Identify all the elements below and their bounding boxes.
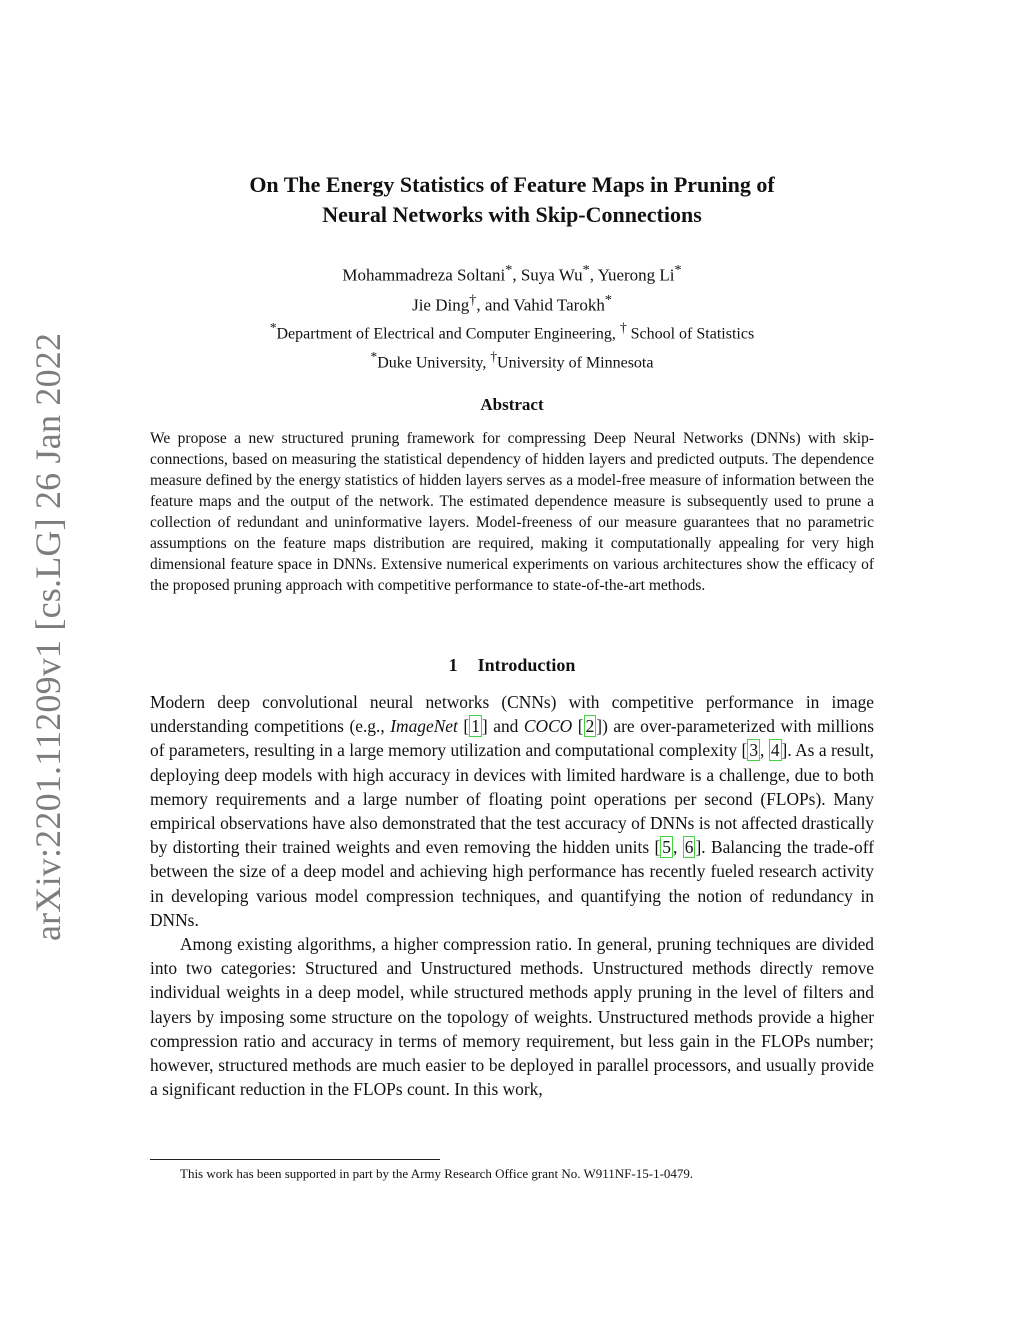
author-name: Jie Ding — [412, 295, 470, 315]
affiliations — [150, 316, 874, 375]
author-name: Mohammadreza Soltani — [342, 265, 506, 285]
footnote — [150, 1164, 874, 1183]
paragraph-2: Among existing algorithms, a higher compression ratio. In general, pruning techniques are divided into two categories: Structured and Unstructured methods. Unstructured methods directly remove individual weights in a deep model, while structured methods apply pruning in the level of filters and layers by imposing some structure on the topology of weights. Unstructured methods provide a higher compression ratio and accuracy in terms of memory requirement, but less gain in the FLOPs number; however, structured methods are much easier to be deployed in parallel processors, and usually provide a significant reduction in the FLOPs count. In this work, — [150, 934, 874, 1100]
paragraph-1: Modern deep convolutional neural networks (CNNs) with competitive performance in image understanding competitions (e.g., ImageNet [ 1 ] and COCO [ 2 ]) are over-parameterized with millions of parameters, resulting in a large memory utilization and computational complexity [ 3 , 4 ]. As a result, deploying deep models with high accuracy in devices with limited hardware is a challenge, due to both memory requirements and a large number of floating point operations per second (FLOPs). Many empirical observations have also demonstrated that the test accuracy of DNNs is not affected drastically by distorting their trained weights and even removing the hidden units [ 5 , 6 ]. Balancing the trade-off between the size of a deep model and achieving high performance has recently fueled research activity in developing various model compression techniques, and quantifying the notion of redundancy in DNNs. — [150, 692, 875, 930]
section-number: 1 — [448, 655, 458, 675]
citation-link[interactable]: 2 — [585, 716, 595, 737]
author-line-2: Jie Ding†, and Vahid Tarokh* — [412, 291, 612, 315]
title-line-2: Neural Networks with Skip-Connections — [322, 202, 702, 227]
affiliation-line-1: *Department of Electrical and Computer Engineering, † School of Statistics — [269, 320, 755, 343]
citation-link[interactable]: 6 — [684, 837, 694, 858]
citation-link[interactable]: 3 — [749, 740, 759, 761]
citation-link[interactable]: 1 — [471, 716, 480, 737]
section-heading-introduction — [150, 655, 874, 676]
title-line-1: On The Energy Statistics of Feature Maps in Pruning of — [249, 172, 775, 197]
citation-link[interactable]: 4 — [770, 740, 780, 761]
paper-title — [150, 170, 874, 230]
dataset-name: ImageNet — [390, 716, 458, 737]
author-name: Vahid Tarokh — [513, 295, 605, 315]
author-name: Yuerong Li — [597, 265, 675, 285]
arxiv-identifier: arXiv:2201.11209v1 [cs.LG] 26 Jan 2022 — [28, 332, 68, 941]
abstract-text: We propose a new structured pruning framework for compressing Deep Neural Networks (DNNs) with skip-connections, based on measuring the statistical dependency of hidden layers and predicted outputs. The dependence measure defined by the energy statistics of hidden layers serves as a model-free measure of information between the feature maps and the output of the network. The estimated dependence measure is subsequently used to prune a collection of redundant and uninformative layers. Model-freeness of our measure guarantees that no parametric assumptions on the feature maps distribution are required, making it computationally appealing for very high dimensional feature space in DNNs. Extensive numerical experiments on various architectures show the efficacy of the proposed pruning approach with competitive performance to state-of-the-art methods. — [150, 430, 874, 594]
citation-link[interactable]: 5 — [662, 837, 671, 858]
footnote-divider — [150, 1159, 440, 1160]
author-list — [150, 258, 874, 317]
section-title: Introduction — [477, 655, 576, 675]
abstract-heading: Abstract — [480, 395, 544, 414]
introduction-body — [150, 690, 874, 1101]
author-line-1: Mohammadreza Soltani*, Suya Wu*, Yuerong Li* — [342, 262, 682, 285]
footnote-text: This work has been supported in part by the Army Research Office grant No. W911NF-15-1-0479. — [180, 1166, 694, 1181]
affiliation-line-2: *Duke University, †University of Minnesota — [370, 349, 654, 372]
author-name: Suya Wu — [520, 265, 583, 285]
dataset-name: COCO — [523, 716, 573, 737]
